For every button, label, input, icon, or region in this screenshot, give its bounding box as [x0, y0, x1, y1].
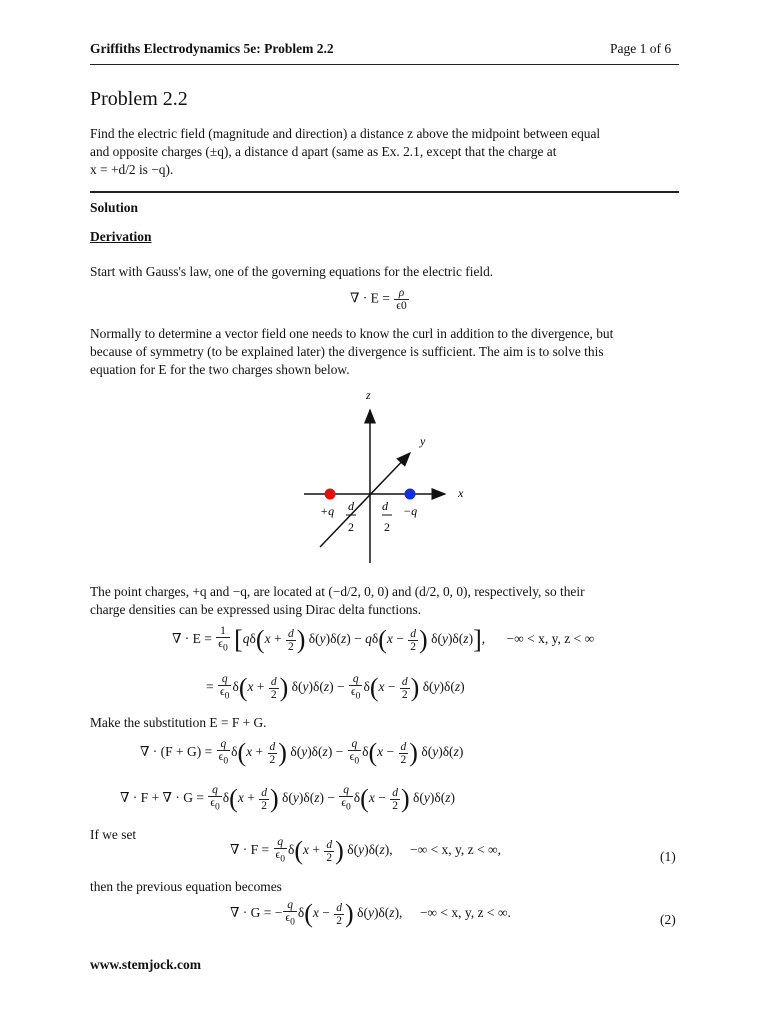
statement-line-1: Find the electric field (magnitude and direction) a distance z above the midpoint between equal — [90, 126, 601, 141]
paragraph-symmetry — [90, 325, 680, 379]
minus-q-label: −q — [403, 504, 418, 518]
gauss-lhs: ∇ · E = — [350, 290, 390, 306]
right-two-label: 2 — [384, 520, 390, 534]
equation-number-1: (1) — [660, 849, 676, 864]
para2-line-3: equation for E for the two charges shown below. — [90, 362, 350, 377]
solution-heading: Solution — [90, 200, 139, 215]
para3-line-2: charge densities can be expressed using Dirac delta functions. — [90, 602, 422, 617]
equation-gauss — [350, 287, 410, 312]
statement-line-3: x = +d/2 is −q). — [90, 162, 174, 177]
right-d-label: d — [382, 499, 388, 513]
equation-div-e-expanded: = $\frac{q}{\epsilon_0}$ δ(x + $\frac{d}{2}$ ) δ(y)δ(z) − $\frac{q}{\epsilon_0}$ δ(x − $\frac{d}{2}$ ) δ(y)δ(z) — [206, 673, 465, 702]
paragraph-if-we-set: If we set — [90, 827, 137, 842]
statement-line-2: and opposite charges (±q), a distance d apart (same as Ex. 2.1, except that the charge at — [90, 144, 557, 159]
para3-line-1: The point charges, +q and −q, are located at (−d/2, 0, 0) and (d/2, 0, 0), respectively, so their — [90, 584, 585, 599]
header-rule — [90, 64, 679, 65]
paragraph-gauss: Start with Gauss's law, one of the governing equations for the electric field. — [90, 264, 494, 279]
z-axis-label: z — [366, 388, 371, 402]
section-rule — [90, 191, 679, 193]
gauss-denominator: ϵ0 — [396, 300, 407, 312]
equation-div-f: ∇ · F = $\frac{q}{\epsilon_0}$ δ(x + $\frac{d}{2}$ ) δ(y)δ(z), −∞ < x, y, z < ∞, — [230, 836, 502, 865]
left-two-label: 2 — [348, 520, 354, 534]
left-d-label: d — [348, 499, 354, 513]
problem-statement — [90, 125, 680, 179]
equation-div-e: ∇ · E = $\frac{1}{\epsilon_0}$ [qδ(x + $\frac{d}{2}$ ) δ(y)δ(z) − qδ(x − $\frac{d}{2}$ ) δ(y)δ(z)], −∞ < x, y, z < ∞ — [172, 625, 595, 654]
problem-heading: Problem 2.2 — [90, 88, 188, 110]
para2-line-2: because of symmetry (to be explained later) the divergence is sufficient. The aim is to solve this — [90, 344, 604, 359]
plus-q-label: +q — [320, 504, 335, 518]
div-g-lhs: ∇ · G = − — [230, 905, 283, 921]
x-axis-label: x — [458, 486, 464, 500]
y-axis-label: y — [420, 434, 426, 448]
gauss-numerator: ρ — [398, 287, 405, 299]
equation-div-g: ∇ · G = − $\frac{q}{\epsilon_0}$ δ(x − $\frac{d}{2}$ ) δ(y)δ(z), −∞ < x, y, z < ∞. — [230, 899, 511, 928]
div-e-lhs: ∇ · E = — [172, 631, 212, 647]
equation-number-2: (2) — [660, 912, 676, 927]
equation-div-f-plus-g: ∇ · (F + G) = $\frac{q}{\epsilon_0}$ δ(x + $\frac{d}{2}$ ) δ(y)δ(z) − $\frac{q}{\epsilon_0}$ δ(x − $\frac{d}{2}$ ) δ(y)δ(z) — [140, 738, 464, 767]
div-f-domain: −∞ < x, y, z < ∞, — [409, 842, 502, 858]
div-f-lhs: ∇ · F = — [230, 842, 270, 858]
paragraph-point-charges — [90, 583, 680, 619]
div-f-div-g-lhs: ∇ · F + ∇ · G = — [120, 790, 204, 806]
div-g-domain: −∞ < x, y, z < ∞. — [419, 905, 511, 921]
paragraph-substitution: Make the substitution E = F + G. — [90, 715, 267, 730]
equation-div-f-div-g: ∇ · F + ∇ · G = $\frac{q}{\epsilon_0}$ δ(x + $\frac{d}{2}$ ) δ(y)δ(z) − $\frac{q}{\epsilon_0}$ δ(x − $\frac{d}{2}$ ) δ(y)δ(z) — [120, 784, 455, 813]
running-header-title: Griffiths Electrodynamics 5e: Problem 2.2 — [90, 41, 334, 56]
div-e-domain: −∞ < x, y, z < ∞ — [506, 631, 595, 647]
negative-charge — [405, 489, 416, 500]
div-fg-lhs: ∇ · (F + G) = — [140, 744, 213, 760]
derivation-heading: Derivation — [90, 229, 152, 244]
positive-charge — [325, 489, 336, 500]
paragraph-previous-becomes: then the previous equation becomes — [90, 879, 282, 894]
para2-line-1: Normally to determine a vector field one needs to know the curl in addition to the divergence, but — [90, 326, 614, 341]
charge-diagram — [290, 385, 490, 565]
page-number: Page 1 of 6 — [610, 41, 672, 56]
y-axis — [320, 453, 410, 547]
footer-website[interactable]: www.stemjock.com — [90, 957, 201, 972]
